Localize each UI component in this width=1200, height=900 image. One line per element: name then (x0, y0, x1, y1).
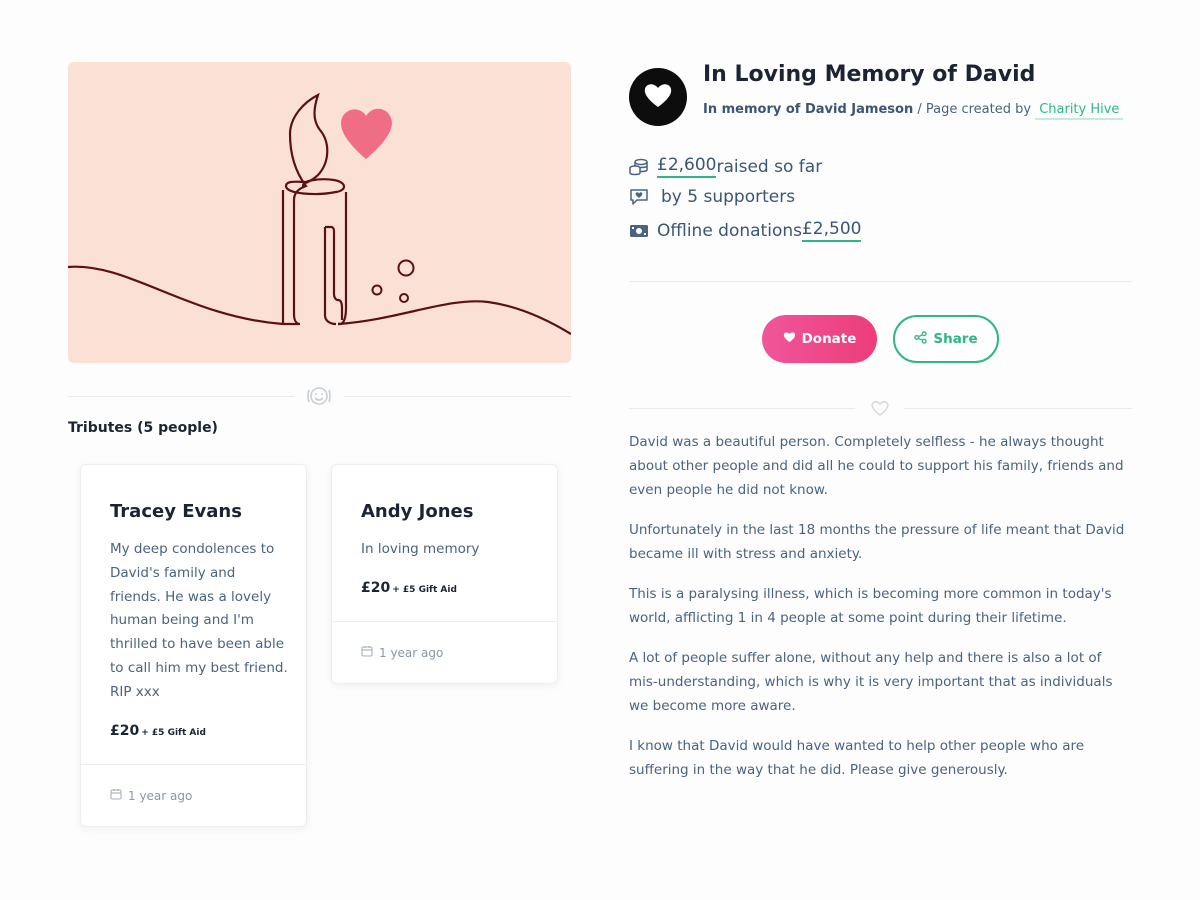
supporters-stat (629, 187, 795, 207)
page-subtitle (703, 102, 1123, 117)
creator-link[interactable]: Charity Hive (1035, 102, 1123, 120)
share-icon (914, 331, 927, 348)
tribute-date (361, 645, 443, 660)
heart-icon (643, 81, 673, 113)
offline-stat (629, 219, 861, 242)
candle-heart-illustration (68, 62, 571, 363)
story-divider (629, 398, 1132, 420)
donate-button[interactable] (762, 315, 877, 363)
share-label: Share (933, 331, 978, 347)
story-paragraph: I know that David would have wanted to help other people who are suffering in the way that he did. Please give generously. (629, 738, 1085, 778)
tribute-date-text: 1 year ago (128, 788, 193, 803)
offline-amount: £2,500 (802, 219, 861, 242)
tribute-gift-aid: + £5 Gift Aid (141, 728, 206, 738)
tribute-amount-value: £20 (110, 723, 140, 739)
tributes-divider (68, 384, 571, 408)
created-by-label: / Page created by (913, 102, 1036, 117)
in-memory-of: In memory of David Jameson (703, 102, 914, 117)
story-paragraph: David was a beautiful person. Completely selfless - he always thought about other people and did all he could to support his family, friends and even people he did not know. (629, 434, 1124, 498)
avatar (629, 68, 687, 126)
tribute-card (80, 464, 307, 827)
tribute-name: Andy Jones (361, 501, 474, 522)
offline-prefix: Offline donations (657, 220, 802, 241)
tribute-date (110, 788, 192, 803)
tribute-date-text: 1 year ago (379, 645, 444, 660)
chat-heart-icon (629, 188, 651, 206)
tribute-amount (361, 580, 457, 596)
card-separator (81, 764, 306, 765)
donate-label: Donate (801, 331, 857, 347)
share-button[interactable] (893, 315, 999, 363)
coins-icon (629, 158, 651, 176)
hero-illustration (68, 62, 571, 363)
heart-icon (783, 331, 796, 347)
story-paragraph: Unfortunately in the last 18 months the pressure of life meant that David became ill with stress and anxiety. (629, 522, 1125, 562)
tribute-message: My deep condolences to David's family and friends. He was a lovely human being and I'm thrilled to have been able to call him my best friend. RIP xxx (110, 541, 288, 700)
divider-line (68, 396, 294, 397)
tribute-message: In loving memory (361, 541, 480, 557)
faces-icon (306, 384, 332, 412)
story-text (629, 430, 1134, 798)
tribute-card (331, 464, 558, 684)
tribute-amount (110, 723, 206, 739)
raised-amount: £2,600 (657, 155, 716, 178)
tribute-name: Tracey Evans (110, 501, 242, 522)
story-paragraph: This is a paralysing illness, which is becoming more common in today's world, afflicting 1 in 4 people at some point during their lifetime. (629, 586, 1112, 626)
tribute-gift-aid: + £5 Gift Aid (392, 585, 457, 595)
page-title: In Loving Memory of David (703, 62, 1036, 87)
raised-stat (629, 155, 822, 178)
section-divider (629, 281, 1132, 282)
calendar-icon (361, 645, 373, 660)
card-separator (332, 621, 557, 622)
heart-outline-icon (870, 399, 890, 421)
divider-line (344, 396, 571, 397)
story-paragraph: A lot of people suffer alone, without any help and there is also a lot of mis-understanding, which is why it is very important that as individuals we become more aware. (629, 650, 1113, 714)
divider-line (904, 408, 1132, 409)
banknote-icon (629, 224, 651, 238)
calendar-icon (110, 788, 122, 803)
supporters-text: by 5 supporters (661, 187, 796, 207)
tribute-amount-value: £20 (361, 580, 391, 596)
divider-line (629, 408, 855, 409)
tributes-heading: Tributes (5 people) (68, 420, 218, 436)
raised-suffix: raised so far (716, 156, 823, 177)
